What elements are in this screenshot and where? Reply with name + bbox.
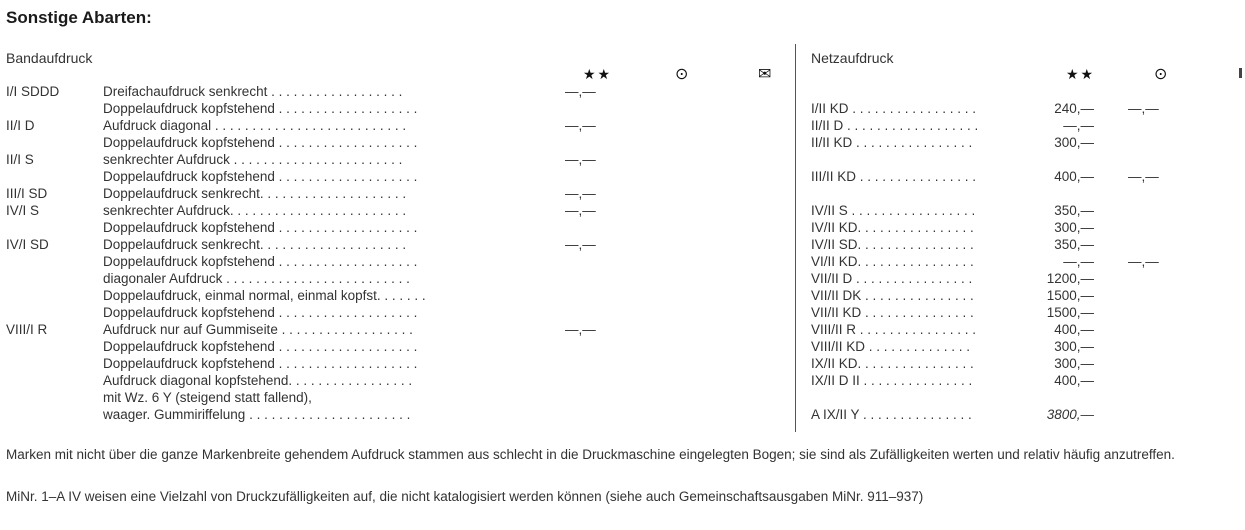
row-desc: senkrechter Aufdruck . . . . . . . . . . . . . . . . . . . . . . . xyxy=(103,152,403,167)
netz-value: —,— xyxy=(1063,254,1094,269)
row-label: IV/I S xyxy=(6,203,40,218)
netz-value: 350,— xyxy=(1054,203,1094,218)
row-label: II/I D xyxy=(6,118,35,133)
row-value: —,— xyxy=(565,237,596,252)
row-desc: Doppelaufdruck senkrecht. . . . . . . . . . . . . . . . . . . . xyxy=(103,186,407,201)
row-desc: Doppelaufdruck, einmal normal, einmal kopfst. . . . . . . xyxy=(103,288,426,303)
row-label: I/I SDDD xyxy=(6,84,60,99)
netz-value: 400,— xyxy=(1054,322,1094,337)
row-desc: Doppelaufdruck senkrecht. . . . . . . . . . . . . . . . . . . . xyxy=(103,237,407,252)
mint-icon: ★★ xyxy=(1066,66,1096,82)
used-icon: ⊙ xyxy=(675,66,689,83)
netz-value: 400,— xyxy=(1054,169,1094,184)
row-desc: Dreifachaufdruck senkrecht . . . . . . . . . . . . . . . . . . xyxy=(103,84,403,99)
row-value: —,— xyxy=(565,186,596,201)
netz-label: II/II D . . . . . . . . . . . . . . . . . . xyxy=(811,118,979,133)
band-header: Bandaufdruck xyxy=(6,50,93,66)
row-label: III/I SD xyxy=(6,186,48,201)
section-title: Sonstige Abarten: xyxy=(6,8,152,27)
netz-value: 300,— xyxy=(1054,339,1094,354)
column-divider xyxy=(795,44,796,432)
row-desc: Doppelaufdruck kopfstehend . . . . . . . . . . . . . . . . . . . xyxy=(103,305,418,320)
row-label: IV/I SD xyxy=(6,237,49,252)
netz-label: IX/II D II . . . . . . . . . . . . . . . xyxy=(811,373,973,388)
note-paragraph: MiNr. 1–A IV weisen eine Vielzahl von Druckzufälligkeiten auf, die nicht katalogisiert werden können (siehe auch Gemeinschaftsausgaben MiNr. 911–937) xyxy=(6,489,924,504)
netz-label: IV/II S . . . . . . . . . . . . . . . . . xyxy=(811,203,976,218)
netz-value-used: —,— xyxy=(1128,254,1159,269)
row-desc: Doppelaufdruck kopfstehend . . . . . . . . . . . . . . . . . . . xyxy=(103,220,418,235)
row-desc: senkrechter Aufdruck. . . . . . . . . . . . . . . . . . . . . . . . xyxy=(103,203,407,218)
row-desc: diagonaler Aufdruck . . . . . . . . . . . . . . . . . . . . . . . . . xyxy=(103,271,410,286)
mint-icon: ★★ xyxy=(583,66,613,82)
netz-label: VI/II KD. . . . . . . . . . . . . . . . xyxy=(811,254,974,269)
netz-value: 400,— xyxy=(1054,373,1094,388)
row-desc: Doppelaufdruck kopfstehend . . . . . . . . . . . . . . . . . . . xyxy=(103,339,418,354)
netz-value: 350,— xyxy=(1054,237,1094,252)
netz-label: II/II KD . . . . . . . . . . . . . . . . xyxy=(811,135,973,150)
row-desc: Doppelaufdruck kopfstehend . . . . . . . . . . . . . . . . . . . xyxy=(103,356,418,371)
netz-label: IV/II KD. . . . . . . . . . . . . . . . xyxy=(811,220,974,235)
netz-label: A IX/II Y . . . . . . . . . . . . . . . xyxy=(811,407,972,422)
netz-label: VII/II D . . . . . . . . . . . . . . . . xyxy=(811,271,973,286)
row-value: —,— xyxy=(565,118,596,133)
netz-label: IX/II KD. . . . . . . . . . . . . . . . xyxy=(811,356,974,371)
row-value: —,— xyxy=(565,322,596,337)
netz-value: —,— xyxy=(1063,118,1094,133)
netz-label: III/II KD . . . . . . . . . . . . . . . . xyxy=(811,169,977,184)
row-desc: Aufdruck diagonal . . . . . . . . . . . . . . . . . . . . . . . . . . xyxy=(103,118,407,133)
netz-label: VIII/II R . . . . . . . . . . . . . . . . xyxy=(811,322,977,337)
netz-label: VII/II KD . . . . . . . . . . . . . . . xyxy=(811,305,974,320)
netz-value-used: —,— xyxy=(1128,101,1159,116)
netz-value: 1500,— xyxy=(1046,288,1094,303)
row-desc: Doppelaufdruck kopfstehend . . . . . . . . . . . . . . . . . . . xyxy=(103,169,418,184)
netz-value: 300,— xyxy=(1054,135,1094,150)
row-label: VIII/I R xyxy=(6,322,48,337)
netz-value: 300,— xyxy=(1054,220,1094,235)
netz-value-used: —,— xyxy=(1128,169,1159,184)
row-desc: Doppelaufdruck kopfstehend . . . . . . . . . . . . . . . . . . . xyxy=(103,135,418,150)
row-label: II/I S xyxy=(6,152,34,167)
netz-label: I/II KD . . . . . . . . . . . . . . . . . xyxy=(811,101,977,116)
netz-value: 3800,— xyxy=(1046,407,1094,422)
netz-header: Netzaufdruck xyxy=(811,50,894,66)
netz-label: VII/II DK . . . . . . . . . . . . . . . xyxy=(811,288,974,303)
cover-icon: ✉ xyxy=(758,66,772,83)
netz-value: 1200,— xyxy=(1046,271,1094,286)
row-value: —,— xyxy=(565,84,596,99)
netz-label: IV/II SD. . . . . . . . . . . . . . . . xyxy=(811,237,974,252)
edge-mark xyxy=(1239,68,1242,78)
netz-label: VIII/II KD . . . . . . . . . . . . . . xyxy=(811,339,971,354)
row-desc: Aufdruck nur auf Gummiseite . . . . . . . . . . . . . . . . . . xyxy=(103,322,413,337)
row-desc: Aufdruck diagonal kopfstehend. . . . . . . . . . . . . . . . . xyxy=(103,373,413,388)
row-value: —,— xyxy=(565,152,596,167)
row-desc: Doppelaufdruck kopfstehend . . . . . . . . . . . . . . . . . . . xyxy=(103,254,418,269)
netz-value: 240,— xyxy=(1054,101,1094,116)
used-icon: ⊙ xyxy=(1154,66,1168,83)
note-paragraph: Marken mit nicht über die ganze Markenbreite gehendem Aufdruck stammen aus schlecht in die Druckmaschine eingelegten Bogen; sie sind als Zufälligkeiten werten und relativ häufig anzutreffen. xyxy=(6,447,1175,462)
row-desc: waager. Gummiriffelung . . . . . . . . . . . . . . . . . . . . . . xyxy=(103,407,411,422)
row-desc: Doppelaufdruck kopfstehend . . . . . . . . . . . . . . . . . . . xyxy=(103,101,418,116)
netz-value: 300,— xyxy=(1054,356,1094,371)
row-desc: mit Wz. 6 Y (steigend statt fallend), xyxy=(103,390,312,405)
netz-value: 1500,— xyxy=(1046,305,1094,320)
row-value: —,— xyxy=(565,203,596,218)
